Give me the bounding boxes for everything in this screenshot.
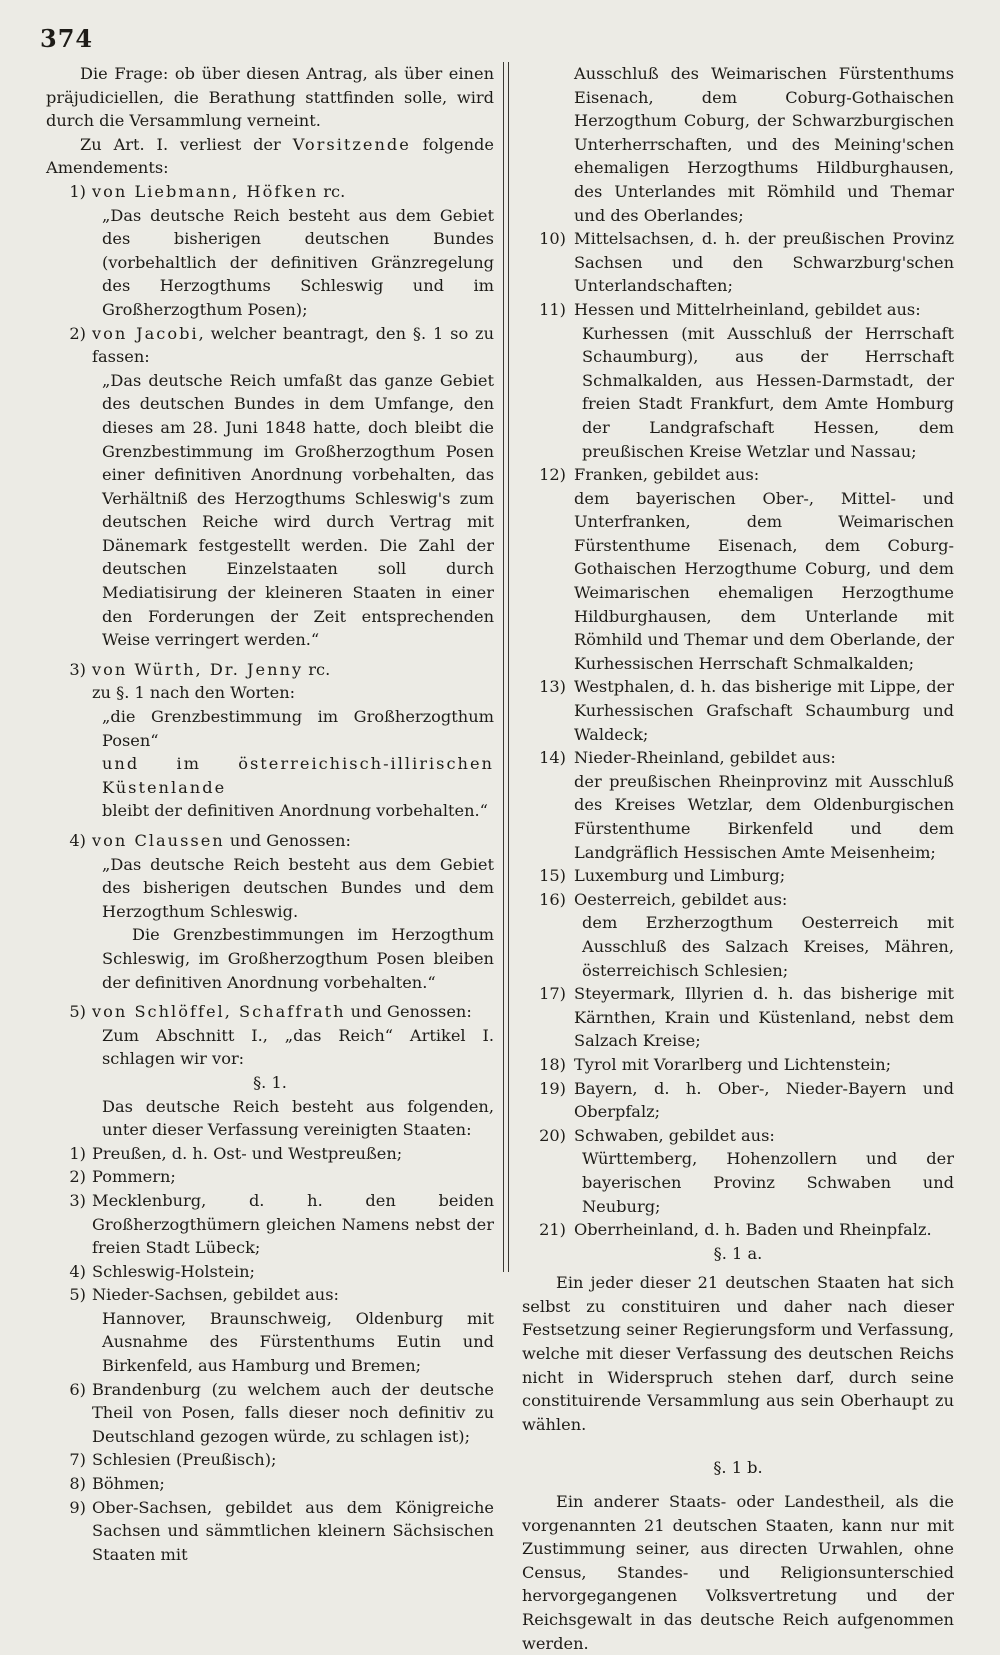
amendment-quote: „Das deutsche Reich umfaßt das ganze Gebiet des deutschen Bundes in dem Umfange, den dieses am 28. Juni 1848 hatte, doch bleibt die Grenzbestimmung im Großherzogthum Posen einer definitiven Anordnung vorbehalten, das Verhältniß des Herzogthums Schleswig's zum deutschen Reiche wird durch Vertrag mit Dänemark festgestellt werden. Die Zahl der deutschen Einzelstaaten soll durch Mediatisirung der kleineren Staaten in einer den Forderungen der Zeit entsprechenden Weise verringert werden.“ (102, 370, 494, 650)
state-item: 4) Schleswig-Holstein; (69, 1261, 255, 1281)
state-item: 5) Nieder-Sachsen, gebildet aus: (69, 1285, 339, 1305)
state-item: 18) Tyrol mit Vorarlberg und Lichtenstein; (539, 1054, 892, 1074)
amendment-quote: Die Grenzbestimmungen im Herzogthum Schleswig, im Großherzogthum Posen bleiben der definitiven Anordnung vorbehalten.“ (102, 925, 494, 992)
amendment-intro: zu §. 1 nach den Worten: (92, 683, 296, 703)
amendment-intro: Zum Abschnitt I., „das Reich“ Artikel I. schlagen wir vor: (102, 1025, 494, 1069)
paragraph: Das deutsche Reich besteht aus folgenden, unter dieser Verfassung vereinigten Staaten: (102, 1096, 494, 1140)
state-item: 16) Oesterreich, gebildet aus: (539, 889, 788, 909)
state-item: 14) Nieder-Rheinland, gebildet aus: (539, 748, 836, 768)
section-heading: §. 1 b. (713, 1458, 763, 1478)
state-item: 17) Steyermark, Illyrien d. h. das bisherige mit Kärnthen, Krain und Küstenland, nebst dem Salzach Kreise; (539, 984, 954, 1051)
state-item: 21) Oberrheinland, d. h. Baden und Rheinpfalz. (539, 1220, 932, 1240)
left-column (46, 62, 494, 1566)
amendment-3: 3) von Würth, Dr. Jenny rc. (69, 659, 331, 679)
state-item: 7) Schlesien (Preußisch); (69, 1450, 277, 1470)
state-subitem: Kurhessen (mit Ausschluß der Herrschaft Schaumburg), aus der Herrschaft Schmalkalden, aus Hessen-Darmstadt, der freien Stadt Frankfurt, dem Amte Homburg der Landgrafschaft Hessen, dem preußischen Kreise Wetzlar und Nassau; (582, 323, 954, 461)
paragraph: Ein anderer Staats- oder Landestheil, als die vorgenannten 21 deutschen Staaten, kann nur mit Zustimmung seiner, aus directen Urwahlen, ohne Census, Standes- und Religionsunterschied hervorgegangenen Volksvertretung und der Reichsgewalt in das deutsche Reich aufgenommen werden. (522, 1492, 954, 1653)
section-heading: §. 1 a. (713, 1243, 763, 1263)
state-item: 12) Franken, gebildet aus: (539, 465, 760, 485)
state-item: 11) Hessen und Mittelrheinland, gebildet aus: (539, 299, 921, 319)
state-item: 19) Bayern, d. h. Ober-, Nieder-Bayern und Oberpfalz; (539, 1078, 954, 1122)
paragraph: Ein jeder dieser 21 deutschen Staaten hat sich selbst zu constituiren und daher nach dieser Festsetzung seiner Regierungsform und Verfassung, welche mit dieser Verfassung des deutschen Reichs nicht in Widerspruch stehen darf, durch seine constituirende Versammlung aus sein Oberhaupt zu wählen. (522, 1273, 954, 1434)
state-item: 6) Brandenburg (zu welchem auch der deutsche Theil von Posen, falls dieser noch definitiv zu Deutschland gezogen würde, zu schlagen ist); (69, 1379, 494, 1446)
amendment-quote: „Das deutsche Reich besteht aus dem Gebiet des bisherigen deutschen Bundes (vorbehaltlich der definitiven Gränzregelung des Herzogthums Schleswig und im Großherzogthum Posen); (102, 205, 494, 319)
state-subitem: Hannover, Braunschweig, Oldenburg mit Ausnahme des Fürstenthums Eutin und Birkenfeld, aus Hamburg und Bremen; (102, 1308, 494, 1376)
amendment-2: 2) von Jacobi, welcher beantragt, den §. 1 so zu fassen: (69, 323, 494, 367)
amendment-1: 1) von Liebmann, Höfken rc. (69, 181, 346, 201)
state-item: 3) Mecklenburg, d. h. den beiden Großherzogthümern gleichen Namens nebst der freien Stadt Lübeck; (69, 1190, 494, 1258)
state-subitem: der preußischen Rheinprovinz mit Ausschluß des Kreises Wetzlar, dem Oldenburgischen Fürstenthume Birkenfeld und dem Landgräflich Hessischen Amte Meisenheim; (574, 771, 954, 862)
state-item: 20) Schwaben, gebildet aus: (539, 1125, 775, 1145)
page-number: 374 (40, 24, 94, 53)
column-divider (503, 62, 509, 1272)
state-item: 15) Luxemburg und Limburg; (539, 866, 786, 886)
state-subitem: dem bayerischen Ober-, Mittel- und Unterfranken, dem Weimarischen Fürstenthume Eisenach, dem Coburg-Gothaischen Herzogthume Coburg, und dem Weimarischen ehemaligen Herzogthume Hildburghausen, dem Unterlande mit Römhild und Themar und dem Oberlande, der Kurhessischen Herrschaft Schmalkalden; (574, 488, 954, 673)
state-subitem: Württemberg, Hohenzollern und der bayerischen Provinz Schwaben und Neuburg; (582, 1149, 954, 1216)
amendment-quote: und im österreichisch-illirischen Küstenlande (102, 754, 494, 797)
paragraph: Die Frage: ob über diesen Antrag, als über einen präjudiciellen, die Berathung stattfinden solle, wird durch die Versammlung verneint. (46, 64, 494, 131)
right-column (522, 62, 954, 1655)
state-item: 13) Westphalen, d. h. das bisherige mit Lippe, der Kurhessischen Grafschaft Schaumburg und Waldeck; (539, 677, 954, 744)
amendment-5: 5) von Schlöffel, Schaffrath und Genossen: (69, 1002, 472, 1022)
state-item: 1) Preußen, d. h. Ost- und Westpreußen; (69, 1143, 403, 1163)
paragraph: Zu Art. I. verliest der Vorsitzende folgende Amendements: (46, 134, 494, 178)
section-heading: §. 1. (253, 1072, 287, 1092)
amendment-4: 4) von Claussen und Genossen: (69, 831, 351, 850)
amendment-quote: „Das deutsche Reich besteht aus dem Gebiet des bisherigen deutschen Bundes und dem Herzogthum Schleswig. (102, 854, 494, 921)
state-item: 9) Ober-Sachsen, gebildet aus dem Königreiche Sachsen und sämmtlichen kleinern Sächsischen Staaten mit (69, 1497, 494, 1564)
state-item: 2) Pommern; (69, 1167, 176, 1187)
amendment-quote: bleibt der definitiven Anordnung vorbehalten.“ (102, 801, 488, 821)
amendment-quote: „die Grenzbestimmung im Großherzogthum Posen“ (102, 707, 494, 750)
state-subitem: dem Erzherzogthum Oesterreich mit Ausschluß des Salzach Kreises, Mähren, österreichisch Schlesien; (582, 913, 954, 980)
state-continuation: Ausschluß des Weimarischen Fürstenthums Eisenach, dem Coburg-Gothaischen Herzogthum Coburg, der Schwarzburgischen Unterherrschaften, und des Meining'schen ehemaligen Herzogthums Hildburghausen, des Unterlandes mit Römhild und Themar und des Oberlandes; (574, 64, 954, 225)
state-item: 10) Mittelsachsen, d. h. der preußischen Provinz Sachsen und den Schwarzburg'schen Unterlandschaften; (539, 229, 954, 296)
state-item: 8) Böhmen; (69, 1474, 165, 1494)
